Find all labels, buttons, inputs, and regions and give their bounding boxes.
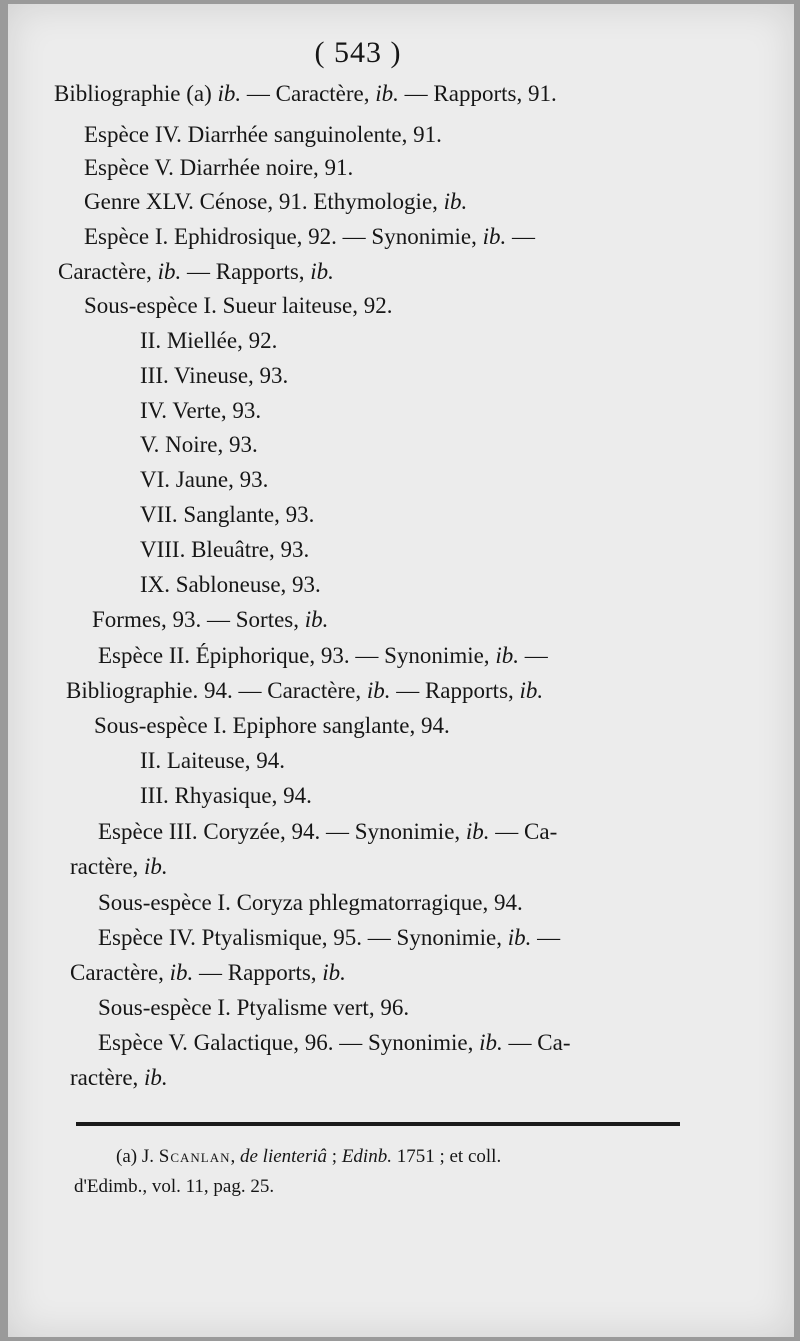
ibidem-abbrev: ib.: [157, 259, 182, 284]
index-line: [140, 396, 261, 426]
entry-text: Sous-espèce I. Epiphore sanglante, 94.: [94, 713, 450, 738]
index-line: [140, 361, 288, 391]
entry-text: — Caractère,: [241, 81, 376, 106]
footnote-rule: [76, 1122, 680, 1126]
footnote-year: 1751 ; et coll.: [396, 1146, 502, 1167]
index-line: [66, 676, 543, 706]
ibidem-abbrev: ib.: [519, 678, 544, 703]
entry-text: Espèce IV. Diarrhée sanguinolente, 91.: [84, 122, 442, 147]
index-line: [140, 746, 285, 776]
footnote-title: de lienteriâ: [239, 1146, 328, 1167]
ibidem-abbrev: ib.: [304, 607, 329, 632]
entry-text: VIII. Bleuâtre, 93.: [140, 537, 310, 562]
entry-text: II. Laiteuse, 94.: [140, 748, 285, 773]
ibidem-abbrev: ib.: [144, 854, 168, 879]
book-page: [8, 4, 794, 1337]
index-line: [140, 500, 314, 530]
entry-text: ractère,: [70, 854, 145, 879]
entry-text: — Rapports,: [193, 960, 323, 985]
entry-text: —: [506, 224, 535, 249]
entry-text: III. Rhyasique, 94.: [140, 783, 312, 808]
footnote-initial: J.: [141, 1146, 154, 1167]
entry-text: Espèce V. Diarrhée noire, 91.: [84, 155, 354, 180]
index-line: [70, 958, 346, 988]
index-line: [98, 993, 409, 1023]
entry-text: Espèce I. Ephidrosique, 92. — Synonimie,: [84, 224, 483, 249]
entry-text: — Rapports, 91.: [398, 81, 557, 106]
index-line: [140, 465, 268, 495]
entry-text: Formes, 93. — Sortes,: [92, 607, 305, 632]
index-line: [70, 852, 168, 882]
ibidem-abbrev: ib.: [375, 81, 399, 106]
ibidem-abbrev: ib.: [507, 925, 532, 950]
ibidem-abbrev: ib.: [310, 259, 334, 284]
entry-text: Espèce IV. Ptyalismique, 95. — Synonimie,: [98, 925, 508, 950]
ibidem-abbrev: ib.: [169, 960, 194, 985]
footnote-line-2: d'Edimb., vol. 11, pag. 25.: [74, 1176, 275, 1197]
entry-text: ractère,: [70, 1065, 145, 1090]
index-line: [140, 430, 258, 460]
index-line: [140, 570, 321, 600]
entry-text: — Ca-: [489, 819, 558, 844]
entry-text: Bibliographie (a): [54, 81, 218, 106]
entry-text: — Ca-: [502, 1030, 571, 1055]
entry-text: —: [531, 925, 561, 950]
index-line: [98, 641, 548, 671]
index-line: [84, 120, 442, 150]
page-number: ( 543 ): [314, 36, 402, 69]
entry-text: Espèce V. Galactique, 96. — Synonimie,: [98, 1030, 480, 1055]
entry-text: —: [518, 643, 548, 668]
index-line: [94, 711, 450, 741]
index-line: [84, 222, 535, 252]
index-line: [140, 535, 309, 565]
entry-text: Caractère,: [58, 259, 158, 284]
index-line: [140, 326, 277, 356]
entry-text: IX. Sabloneuse, 93.: [140, 572, 321, 597]
entry-text: Espèce II. Épiphorique, 93. — Synonimie,: [98, 643, 496, 668]
index-line: [98, 1028, 571, 1058]
ibidem-abbrev: ib.: [144, 1065, 168, 1090]
entry-text: IV. Verte, 93.: [140, 398, 262, 423]
entry-text: Caractère,: [70, 960, 170, 985]
footnote-place: Edinb.: [341, 1146, 392, 1167]
index-line: [54, 79, 557, 109]
ibidem-abbrev: ib.: [479, 1030, 503, 1055]
ibidem-abbrev: ib.: [495, 643, 519, 668]
ibidem-abbrev: ib.: [366, 678, 391, 703]
footnote-marker: (a): [116, 1146, 138, 1167]
index-line: [98, 888, 523, 918]
index-line: [84, 187, 467, 217]
entry-text: Genre XLV. Cénose, 91. Ethymologie,: [84, 189, 444, 214]
ibidem-abbrev: ib.: [322, 960, 346, 985]
entry-text: — Rapports,: [390, 678, 520, 703]
entry-text: Bibliographie. 94. — Caractère,: [66, 678, 367, 703]
entry-text: Espèce III. Coryzée, 94. — Synonimie,: [98, 819, 466, 844]
index-line: [98, 923, 560, 953]
index-line: [58, 257, 334, 287]
ibidem-abbrev: ib.: [482, 224, 507, 249]
ibidem-abbrev: ib.: [443, 189, 468, 214]
index-line: [84, 291, 393, 321]
index-line: [140, 781, 312, 811]
entry-text: Sous-espèce I. Sueur laiteuse, 92.: [84, 293, 393, 318]
entry-text: VII. Sanglante, 93.: [140, 502, 315, 527]
entry-text: II. Miellée, 92.: [140, 328, 278, 353]
index-line: [84, 153, 353, 183]
ibidem-abbrev: ib.: [217, 81, 242, 106]
index-line: [98, 817, 557, 847]
entry-text: III. Vineuse, 93.: [140, 363, 289, 388]
entry-text: V. Noire, 93.: [140, 432, 258, 457]
index-line: [70, 1063, 168, 1093]
footnote-line-1: (a) J. Scanlan, de lienteriâ ; Edinb. 1751 ; et coll.: [116, 1146, 502, 1167]
footnote-author: Scanlan: [158, 1146, 231, 1167]
entry-text: — Rapports,: [181, 259, 311, 284]
ibidem-abbrev: ib.: [465, 819, 490, 844]
index-line: [92, 605, 328, 635]
entry-text: Sous-espèce I. Ptyalisme vert, 96.: [98, 995, 410, 1020]
entry-text: VI. Jaune, 93.: [140, 467, 269, 492]
entry-text: Sous-espèce I. Coryza phlegmatorragique, 94.: [98, 890, 523, 915]
